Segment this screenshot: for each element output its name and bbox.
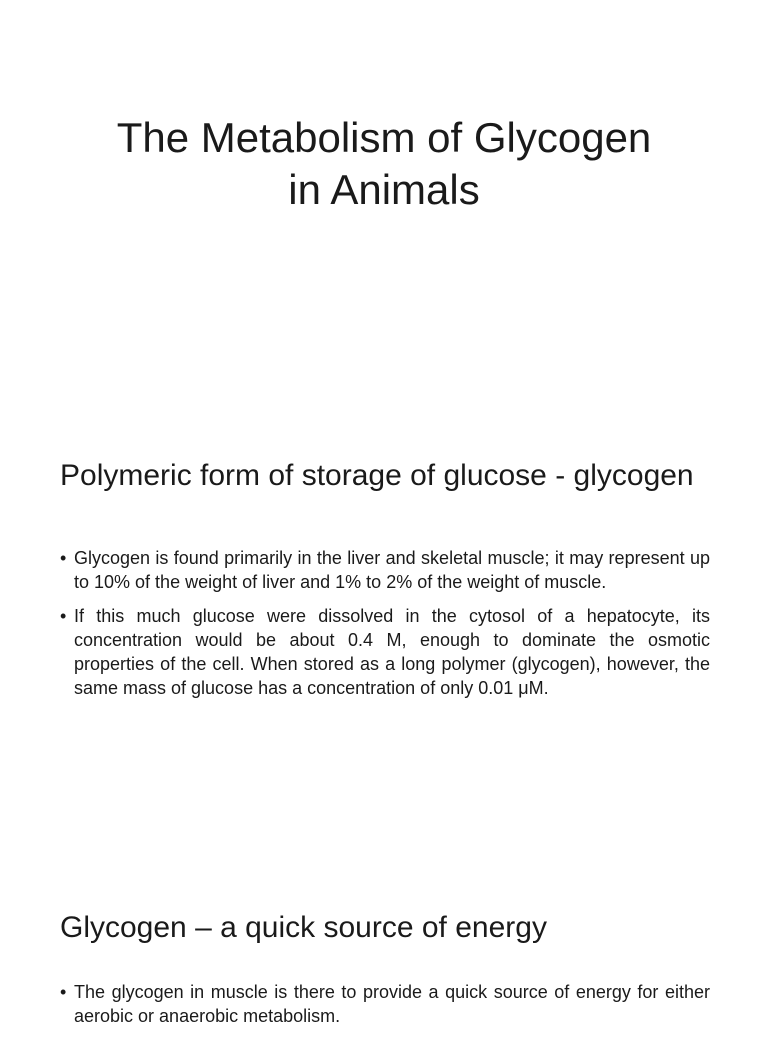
title-line-2: in Animals [288,166,480,213]
bullet-text: Glycogen is found primarily in the liver and skeletal muscle; it may represent up to 10% of the weight of liver and 1% to 2% of the weight of muscle. [74,548,710,592]
slide-heading: Polymeric form of storage of glucose - glycogen [60,459,694,492]
bullet-text: If this much glucose were dissolved in the cytosol of a hepatocyte, its concentration would be about 0.4 M, enough to dominate the osmotic properties of the cell. When stored as a long polymer (glycogen), however, the same mass of glucose has a concentration of only 0.01 μM. [74,606,710,698]
bullet-icon: • [60,982,67,1002]
slide-heading: Glycogen – a quick source of energy [60,911,547,944]
slide-title [60,112,708,216]
bullet-icon: • [60,548,67,568]
bullet-item [60,980,710,1028]
quick-energy-slide [0,890,768,1024]
bullet-list [60,546,710,710]
bullet-list [60,980,710,1038]
bullet-icon: • [60,606,67,626]
title-line-1: The Metabolism of Glycogen [116,114,652,161]
polymeric-storage-slide [0,440,768,880]
bullet-text: The glycogen in muscle is there to provide a quick source of energy for either aerobic or anaerobic metabolism. [74,982,710,1026]
bullet-item [60,604,710,700]
title-slide [0,0,768,430]
bullet-item [60,546,710,594]
